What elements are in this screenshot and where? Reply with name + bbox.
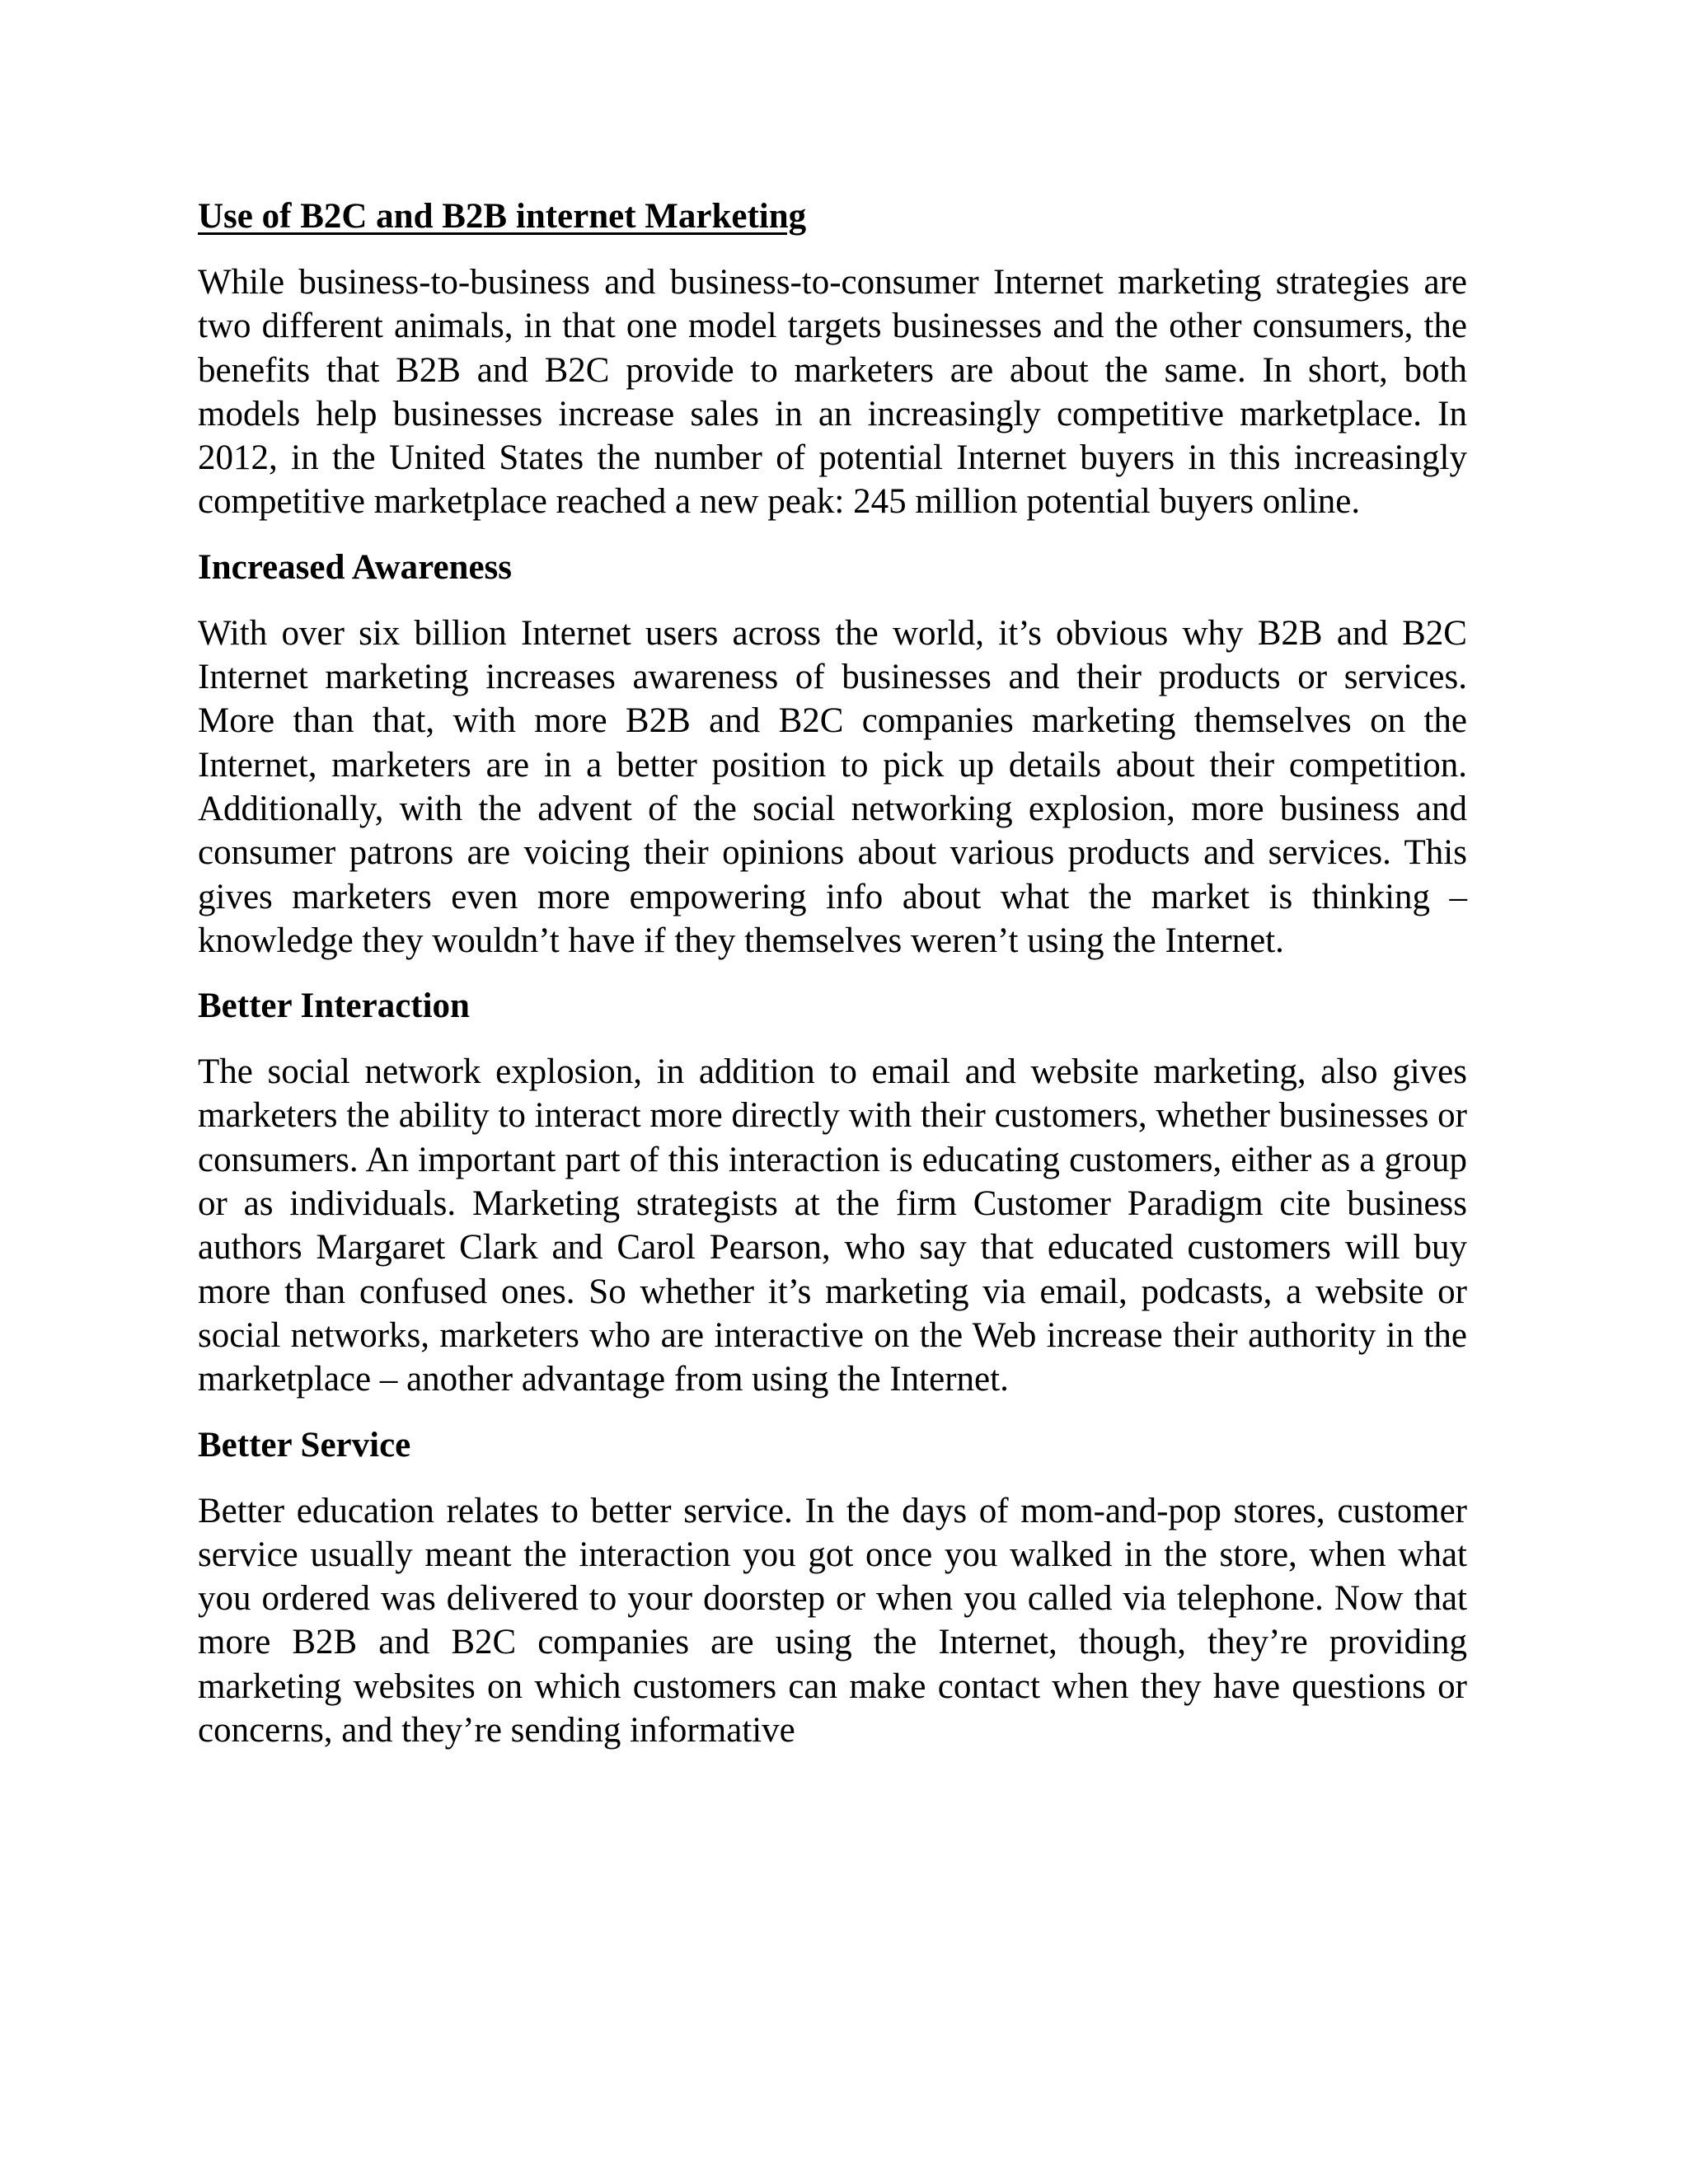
section-paragraph-better-service: Better education relates to better service. In the days of mom-and-pop stores, customer service usually meant the interaction you got once you walked in the store, when what you ordered was delivered to your doorstep or when you called via telephone. Now that more B2B and B2C companies are using the Internet, though, they’re providing marketing websites on which customers can make contact when they have questions or concerns, and they’re sending informative: [198, 1491, 1467, 1750]
section-heading-better-interaction: Better Interaction: [198, 987, 470, 1026]
intro-paragraph: While business-to-business and business-to-consumer Internet marketing strategies are two different animals, in that one model targets businesses and the other consumers, the benefits that B2B and B2C provide to marketers are about the same. In short, both models help businesses increase sales in an increasingly competitive marketplace. In 2012, in the United States the number of potential Internet buyers in this increasingly competitive marketplace reached a new peak: 245 million potential buyers online.: [198, 263, 1467, 522]
section-paragraph-better-interaction: The social network explosion, in addition to email and website marketing, also gives marketers the ability to interact more directly with their customers, whether businesses or consumers. An important part of this interaction is educating customers, either as a group or as individuals. Marketing strategists at the firm Customer Paradigm cite business authors Margaret Clark and Carol Pearson, who say that educated customers will buy more than confused ones. So whether it’s marketing via email, podcasts, a website or social networks, marketers who are interactive on the Web increase their authority in the marketplace – another advantage from using the Internet.: [198, 1052, 1467, 1399]
document-title: Use of B2C and B2B internet Marketing: [198, 197, 807, 236]
section-heading-better-service: Better Service: [198, 1425, 411, 1465]
section-heading-increased-awareness: Increased Awareness: [198, 547, 513, 587]
document-body: [198, 194, 1467, 1752]
section-paragraph-increased-awareness: With over six billion Internet users across the world, it’s obvious why B2B and B2C Internet marketing increases awareness of businesses and their products or services. More than that, with more B2B and B2C companies marketing themselves on the Internet, marketers are in a better position to pick up details about their competition. Additionally, with the advent of the social networking explosion, more business and consumer patrons are voicing their opinions about various products and services. This gives marketers even more empowering info about what the market is thinking – knowledge they wouldn’t have if they themselves weren’t using the Internet.: [198, 613, 1467, 960]
